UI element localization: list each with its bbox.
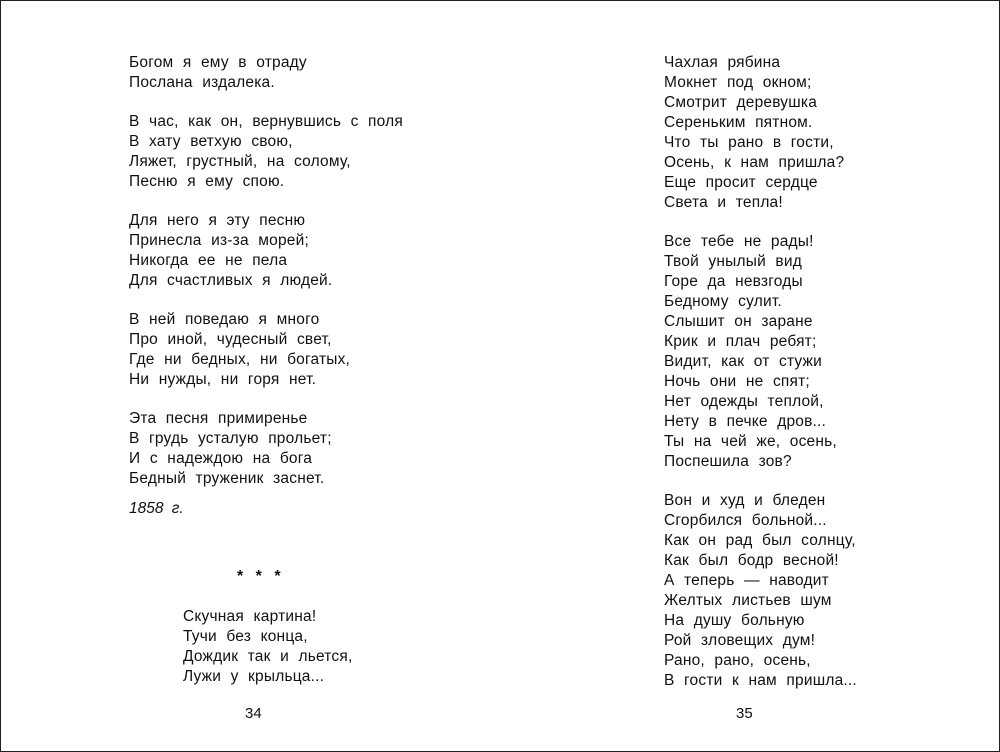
verse-line: Нет одежды теплой, (664, 393, 824, 410)
verse-line: Скучная картина! (183, 608, 317, 625)
verse-line: И с надеждою на бога (129, 450, 313, 467)
verse-line: Смотрит деревушка (664, 94, 818, 111)
verse-line: Бедный труженик заснет. (129, 470, 325, 487)
verse-line: Рой зловещих дум! (664, 632, 816, 649)
poem-date: 1858 г. (129, 500, 184, 517)
verse-line: В час, как он, вернувшись с поля (129, 113, 403, 130)
verse-line: В хату ветхую свою, (129, 133, 293, 150)
page-number: 35 (736, 705, 753, 722)
stanza (129, 310, 403, 390)
verse-line: Никогда ее не пела (129, 252, 288, 269)
left-page (1, 1, 500, 751)
verse-line: Все тебе не рады! (664, 233, 814, 250)
verse-line: Песню я ему спою. (129, 173, 285, 190)
verse-line: Мокнет под окном; (664, 74, 812, 91)
verse-line: Тучи без конца, (183, 628, 308, 645)
verse-line: На душу больную (664, 612, 805, 629)
stanza (129, 211, 403, 291)
verse-line: Нету в печке дров... (664, 413, 827, 430)
verse-line: Что ты рано в гости, (664, 134, 834, 151)
verse-line: Рано, рано, осень, (664, 652, 811, 669)
verse-line: Для него я эту песню (129, 212, 306, 229)
verse-line: Богом я ему в отраду (129, 54, 307, 71)
verse-line: В гости к нам пришла... (664, 672, 857, 689)
verse-line: Для счастливых я людей. (129, 272, 333, 289)
stanza (129, 409, 403, 489)
verse-line: Крик и плач ребят; (664, 333, 817, 350)
poem-left (129, 53, 403, 528)
verse-line: Эта песня примиренье (129, 410, 308, 427)
stanza (664, 232, 857, 472)
page-number: 34 (245, 705, 262, 722)
verse-line: Поспешила зов? (664, 453, 792, 470)
right-page (500, 1, 999, 751)
verse-line: Чахлая рябина (664, 54, 781, 71)
section-separator: * * * (237, 568, 285, 585)
verse-line: Желтых листьев шум (664, 592, 832, 609)
poem-beginning (183, 607, 352, 687)
verse-line: Где ни бедных, ни богатых, (129, 351, 351, 368)
stanza (129, 53, 403, 93)
verse-line: Слышит он заране (664, 313, 813, 330)
verse-line: Видит, как от стужи (664, 353, 822, 370)
verse-line: Ни нужды, ни горя нет. (129, 371, 317, 388)
stanza (664, 53, 857, 213)
verse-line: Горе да невзгоды (664, 273, 803, 290)
verse-line: Бедному сулит. (664, 293, 782, 310)
verse-line: Как он рад был солнцу, (664, 532, 856, 549)
verse-line: Дождик так и льется, (183, 648, 353, 665)
verse-line: Послана издалека. (129, 74, 275, 91)
verse-line: Про иной, чудесный свет, (129, 331, 332, 348)
stanza (129, 112, 403, 192)
poem-right (664, 53, 857, 710)
verse-line: Осень, к нам пришла? (664, 154, 845, 171)
verse-line: Вон и худ и бледен (664, 492, 826, 509)
verse-line: В ней поведаю я много (129, 311, 320, 328)
verse-line: Сереньким пятном. (664, 114, 813, 131)
verse-line: Еще просит сердце (664, 174, 818, 191)
stanza (664, 491, 857, 691)
verse-line: Ляжет, грустный, на солому, (129, 153, 351, 170)
verse-line: Принесла из-за морей; (129, 232, 309, 249)
verse-line: Сгорбился больной... (664, 512, 827, 529)
verse-line: Света и тепла! (664, 194, 783, 211)
verse-line: Как был бодр весной! (664, 552, 839, 569)
verse-line: Ночь они не спят; (664, 373, 810, 390)
verse-line: Лужи у крыльца... (183, 668, 325, 685)
verse-line: В грудь усталую прольет; (129, 430, 332, 447)
verse-line: Ты на чей же, осень, (664, 433, 837, 450)
verse-line: А теперь — наводит (664, 572, 829, 589)
verse-line: Твой унылый вид (664, 253, 802, 270)
